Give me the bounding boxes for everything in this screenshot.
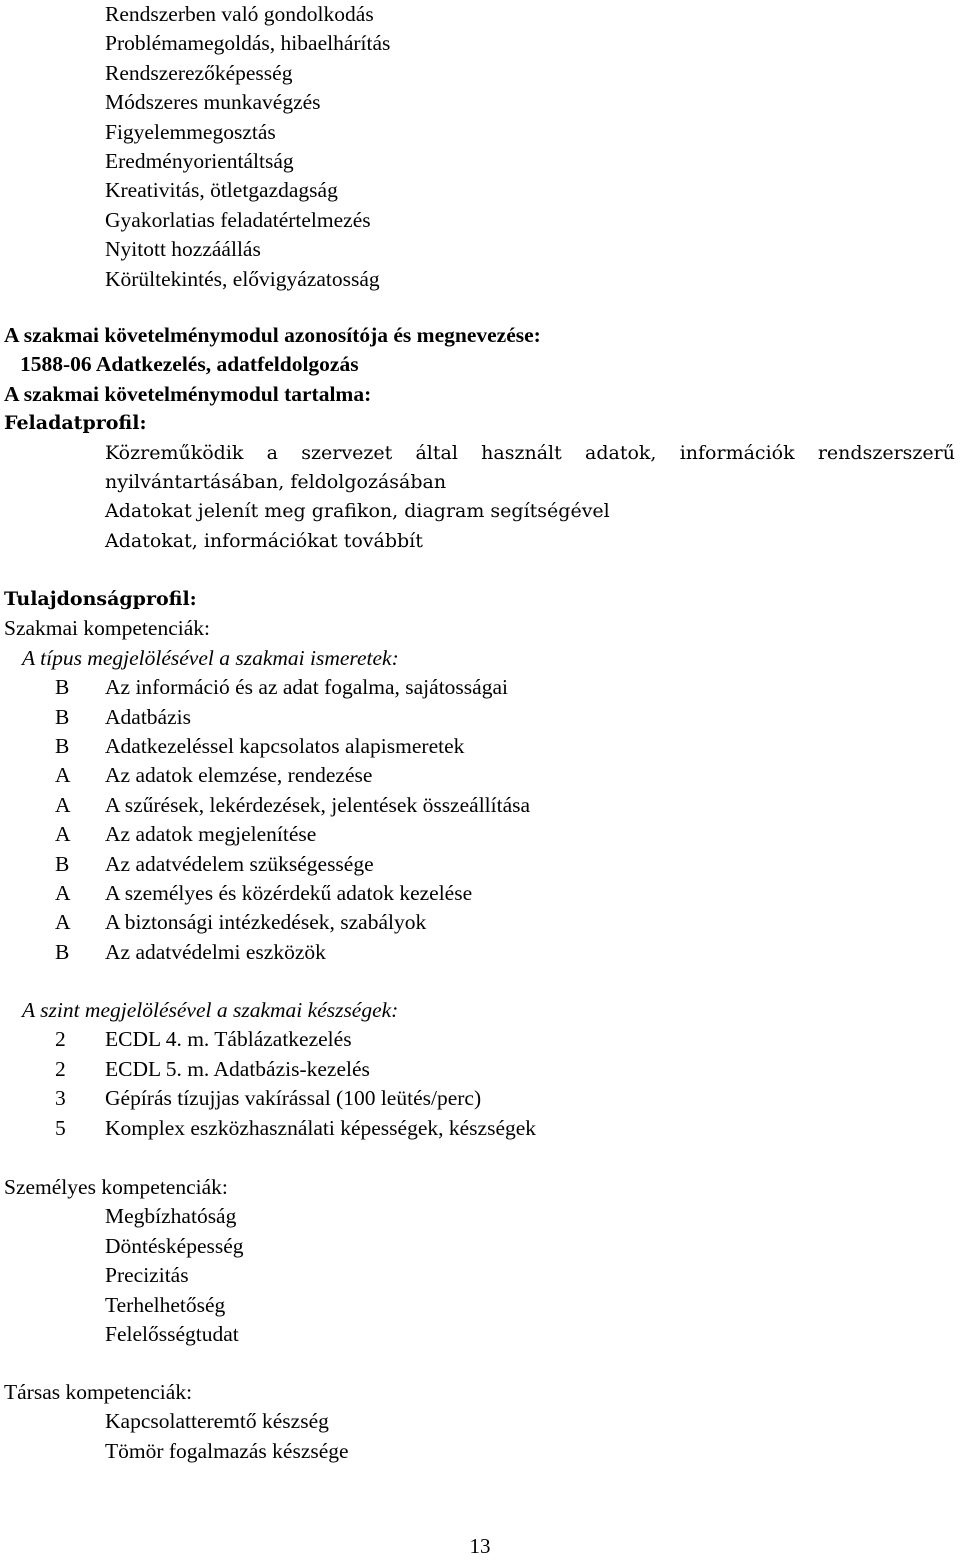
knowledge-row (0, 791, 960, 820)
level-code: 2 (55, 1056, 66, 1081)
knowledge-row (0, 820, 960, 849)
skill-text: Gépírás tízujjas vakírással (100 leütés/perc) (105, 1086, 482, 1111)
knowledge-text: A szűrések, lekérdezések, jelentések összeállítása (105, 792, 531, 817)
knowledge-text: Az adatok megjelenítése (105, 822, 317, 847)
task-profile-item: Közreműködik a szervezet által használt adatok, információk rendszerszerű (105, 441, 955, 464)
list-item: Körültekintés, elővigyázatosság (105, 266, 380, 291)
knowledge-text: Az információ és az adat fogalma, sajátosságai (105, 675, 508, 700)
level-code: 5 (55, 1115, 66, 1140)
knowledge-text: Az adatvédelem szükségessége (105, 851, 374, 876)
level-code: B (55, 851, 70, 876)
list-item: Kreativitás, ötletgazdagság (105, 178, 338, 203)
list-item: Kapcsolatteremtő készség (105, 1409, 329, 1434)
knowledge-text: Az adatvédelmi eszközök (105, 939, 326, 964)
skills-section (0, 996, 960, 1143)
level-code: A (55, 763, 71, 788)
level-code: B (55, 675, 70, 700)
knowledge-heading: A típus megjelölésével a szakmai ismeretek: (22, 645, 399, 670)
competency-list-top (0, 0, 960, 294)
module-id-heading: A szakmai követelménymodul azonosítója és megnevezése: (4, 323, 541, 347)
module-id-value: 1588-06 Adatkezelés, adatfeldolgozás (20, 352, 359, 377)
module-section (0, 321, 960, 556)
level-code: 3 (55, 1086, 66, 1111)
knowledge-row (0, 938, 960, 967)
property-profile-heading: Tulajdonságprofil: (4, 588, 197, 610)
level-code: A (55, 880, 71, 905)
level-code: B (55, 939, 70, 964)
knowledge-row (0, 908, 960, 937)
skill-text: Komplex eszközhasználati képességek, készségek (105, 1115, 537, 1140)
level-code: A (55, 822, 71, 847)
knowledge-text: A biztonsági intézkedések, szabályok (105, 910, 427, 935)
module-content-heading: A szakmai követelménymodul tartalma: (4, 381, 372, 406)
social-competencies-section (0, 1378, 960, 1466)
list-item: Rendszerben való gondolkodás (105, 2, 374, 26)
professional-competencies-heading: Szakmai kompetenciák: (4, 616, 210, 641)
level-code: B (55, 733, 70, 758)
level-code: 2 (55, 1027, 66, 1052)
task-profile-item: nyilvántartásában, feldolgozásában (105, 470, 447, 493)
level-code: B (55, 704, 70, 729)
knowledge-text: Adatkezeléssel kapcsolatos alapismeretek (105, 733, 465, 758)
skill-text: ECDL 4. m. Táblázatkezelés (105, 1027, 352, 1052)
skill-row (0, 1025, 960, 1054)
knowledge-text: Az adatok elemzése, rendezése (105, 763, 373, 788)
knowledge-row (0, 673, 960, 702)
personal-competencies-heading: Személyes kompetenciák: (4, 1175, 228, 1199)
task-profile-heading: Feladatprofil: (4, 412, 147, 435)
knowledge-text: A személyes és közérdekű adatok kezelése (105, 880, 473, 905)
knowledge-row (0, 761, 960, 790)
task-profile-item: Adatokat jelenít meg grafikon, diagram segítségével (105, 500, 610, 523)
knowledge-row (0, 850, 960, 879)
personal-competencies-section (0, 1173, 960, 1349)
list-item: Rendszerezőképesség (105, 60, 293, 85)
level-code: A (55, 792, 71, 817)
task-profile-item: Adatokat, információkat továbbít (105, 529, 423, 552)
skill-row (0, 1114, 960, 1143)
list-item: Döntésképesség (105, 1233, 244, 1258)
knowledge-row (0, 732, 960, 761)
list-item: Módszeres munkavégzés (105, 90, 321, 115)
knowledge-row (0, 703, 960, 732)
list-item: Figyelemmegosztás (105, 119, 276, 144)
property-profile-section (0, 585, 960, 967)
knowledge-text: Adatbázis (105, 704, 191, 729)
list-item: Terhelhetőség (105, 1292, 226, 1317)
list-item: Gyakorlatias feladatértelmezés (105, 207, 371, 232)
list-item: Megbízhatóság (105, 1204, 237, 1229)
list-item: Eredményorientáltság (105, 148, 294, 173)
skill-row (0, 1084, 960, 1113)
level-code: A (55, 910, 71, 935)
list-item: Felelősségtudat (105, 1321, 239, 1346)
skill-text: ECDL 5. m. Adatbázis-kezelés (105, 1056, 370, 1081)
list-item: Nyitott hozzáállás (105, 237, 261, 262)
list-item: Tömör fogalmazás készsége (105, 1438, 349, 1463)
skills-heading: A szint megjelölésével a szakmai készségek: (22, 998, 399, 1022)
page-number: 13 (469, 1534, 491, 1558)
skill-row (0, 1055, 960, 1084)
social-competencies-heading: Társas kompetenciák: (4, 1380, 193, 1404)
list-item: Problémamegoldás, hibaelhárítás (105, 31, 391, 56)
knowledge-row (0, 879, 960, 908)
list-item: Precizitás (105, 1263, 189, 1288)
